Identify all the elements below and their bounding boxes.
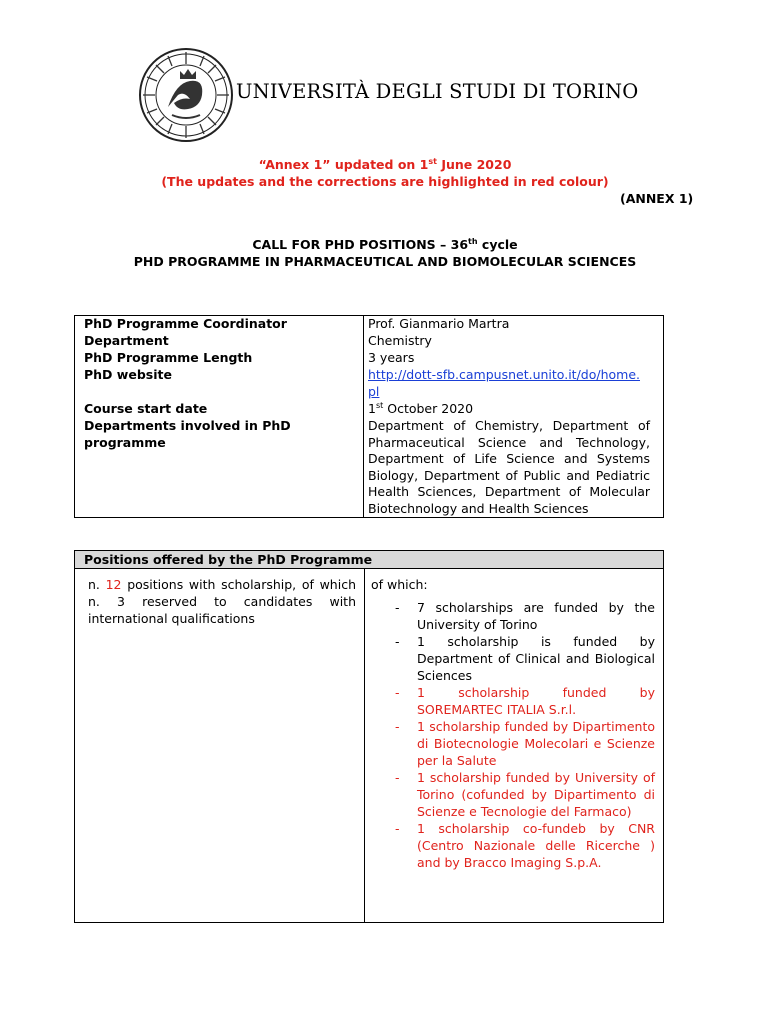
length-label: PhD Programme Length (84, 350, 253, 365)
coordinator-value: Prof. Gianmario Martra (368, 316, 510, 331)
scholarship-item: - 7 scholarships are funded by the University of Torino (395, 600, 655, 632)
scholarship-item: - 1 scholarship co-fundeb by CNR (Centro Nazionale delle Ricerche ) and by Bracco Imaging S.p.A. (395, 821, 655, 870)
update-notice-title: “Annex 1” updated on 1st June 2020 (258, 156, 512, 172)
programme-info-table (74, 315, 664, 518)
update-notice-subtitle: (The updates and the corrections are highlighted in red colour) (161, 174, 609, 189)
website-link[interactable]: http://dott-sfb.campusnet.unito.it/do/home. pl (368, 367, 640, 399)
departments-value: Department of Chemistry, Department of Pharmaceutical Science and Technology, Department of Life Science and Systems Biology, Department of Public and Pediatric Health Sciences, Department of Molecular Biotechnology and Health Sciences (368, 418, 650, 516)
call-title: CALL FOR PHD POSITIONS – 36th cycle (252, 236, 518, 252)
scholarship-item: - 1 scholarship funded by Dipartimento di Biotecnologie Molecolari e Scienze per la Salute (395, 719, 655, 768)
positions-title: Positions offered by the PhD Programme (84, 552, 373, 567)
coordinator-label: PhD Programme Coordinator (84, 316, 287, 331)
website-label: PhD website (84, 367, 172, 382)
scholarship-item: - 1 scholarship funded by SOREMARTEC ITALIA S.r.l. (395, 685, 655, 717)
length-value: 3 years (368, 350, 415, 365)
scholarship-list (371, 576, 655, 871)
scholarship-item: - 1 scholarship funded by University of Torino (cofunded by Dipartimento di Scienze e Tecnologie del Farmaco) (395, 770, 655, 819)
programme-title: PHD PROGRAMME IN PHARMACEUTICAL AND BIOMOLECULAR SCIENCES (133, 254, 637, 269)
department-value: Chemistry (368, 333, 432, 348)
university-name: UNIVERSITÀ DEGLI STUDI DI TORINO (236, 80, 639, 103)
department-label: Department (84, 333, 169, 348)
positions-table (74, 550, 664, 923)
annex-label: (ANNEX 1) (620, 191, 694, 206)
scholarship-item: - 1 scholarship is funded by Department of Clinical and Biological Sciences (395, 634, 655, 683)
university-seal (138, 47, 234, 143)
scholarship-intro: of which: (371, 577, 428, 592)
start-date-value: 1st October 2020 (368, 400, 474, 416)
positions-summary: n. 12 positions with scholarship, of which n. 3 reserved to candidates with international qualifications (88, 577, 356, 626)
departments-label: Departments involved in PhD programme (84, 418, 291, 450)
positions-count: 12 (105, 577, 122, 592)
start-date-label: Course start date (84, 401, 208, 416)
